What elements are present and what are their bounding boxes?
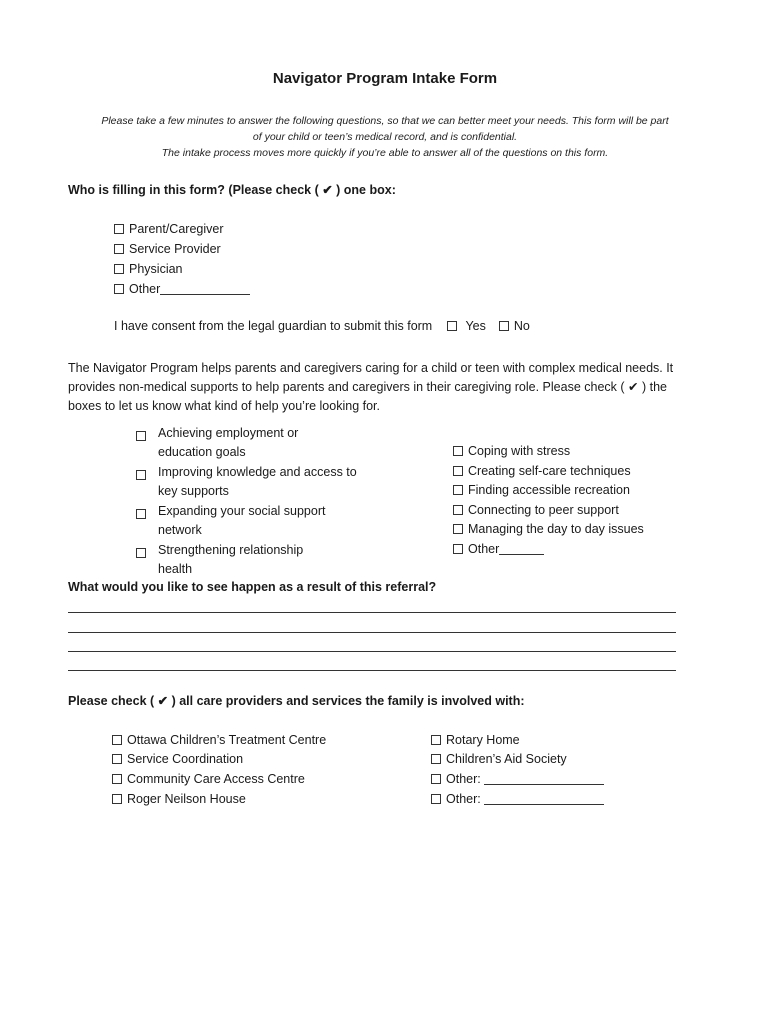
consent-text: I have consent from the legal guardian to submit this form bbox=[114, 319, 433, 333]
support-relationship-checkbox[interactable] bbox=[136, 544, 151, 562]
option-label: Rotary Home bbox=[446, 733, 520, 747]
checkbox[interactable] bbox=[453, 446, 463, 456]
provider-ccac[interactable] bbox=[112, 772, 305, 786]
support-other[interactable] bbox=[453, 542, 544, 556]
filler-question: Who is filling in this form? (Please check ( ✔ ) one box: bbox=[68, 183, 396, 197]
option-physician[interactable] bbox=[114, 262, 183, 276]
option-label: Other bbox=[468, 542, 500, 556]
checkbox[interactable] bbox=[431, 774, 441, 784]
support-employment-label: Achieving employment or education goals bbox=[158, 426, 299, 459]
intro-line-1: Please take a few minutes to answer the following questions, so that we can better meet your needs. This form will be part bbox=[101, 115, 669, 127]
option-label: Community Care Access Centre bbox=[127, 772, 305, 786]
option-label: Other bbox=[129, 282, 161, 296]
option-service-provider[interactable] bbox=[114, 242, 221, 256]
checkbox[interactable] bbox=[431, 735, 441, 745]
support-day-to-day[interactable] bbox=[453, 522, 644, 536]
consent-row bbox=[114, 319, 530, 333]
checkbox[interactable] bbox=[112, 774, 122, 784]
option-label: Coping with stress bbox=[468, 444, 571, 458]
option-label: Ottawa Children’s Treatment Centre bbox=[127, 733, 327, 747]
option-label: Service Provider bbox=[129, 242, 221, 256]
checkbox[interactable] bbox=[114, 244, 124, 254]
referral-answer-line-3[interactable] bbox=[68, 651, 676, 652]
other-blank[interactable] bbox=[499, 542, 544, 555]
consent-no-checkbox[interactable] bbox=[499, 321, 509, 331]
option-label: Physician bbox=[129, 262, 183, 276]
checkbox[interactable] bbox=[112, 735, 122, 745]
checkbox[interactable] bbox=[453, 544, 463, 554]
option-label: Service Coordination bbox=[127, 752, 244, 766]
option-other[interactable] bbox=[114, 282, 250, 296]
checkbox[interactable] bbox=[114, 284, 124, 294]
provider-octc[interactable] bbox=[112, 733, 326, 747]
providers-question: Please check ( ✔ ) all care providers and services the family is involved with: bbox=[68, 694, 525, 708]
form-title: Navigator Program Intake Form bbox=[272, 70, 498, 87]
checkbox[interactable] bbox=[112, 794, 122, 804]
option-label: Roger Neilson House bbox=[127, 792, 246, 806]
checkbox[interactable] bbox=[453, 466, 463, 476]
provider-service-coordination[interactable] bbox=[112, 752, 243, 766]
option-label: Finding accessible recreation bbox=[468, 483, 630, 497]
support-relationship-label: Strengthening relationship health bbox=[158, 543, 304, 576]
checkbox[interactable] bbox=[453, 524, 463, 534]
support-peer[interactable] bbox=[453, 503, 619, 517]
option-parent-caregiver[interactable] bbox=[114, 222, 224, 236]
option-label: Children’s Aid Society bbox=[446, 752, 567, 766]
option-label: Other: bbox=[446, 792, 481, 806]
supports-paragraph: The Navigator Program helps parents and caregivers caring for a child or teen with complex medical needs. It provides non-medical supports to help parents and caregivers in their caregiving role. Please check ( ✔ ) the boxes to let us know what kind of help you’re looking for. bbox=[68, 361, 674, 413]
support-self-care[interactable] bbox=[453, 464, 631, 478]
other-blank[interactable] bbox=[484, 772, 604, 785]
intro-line-3: The intake process moves more quickly if you’re able to answer all of the questions on this form. bbox=[161, 147, 609, 159]
checkbox[interactable] bbox=[114, 224, 124, 234]
consent-yes-label: Yes bbox=[465, 319, 486, 333]
checkbox[interactable] bbox=[431, 794, 441, 804]
checkbox[interactable] bbox=[453, 485, 463, 495]
consent-no-label: No bbox=[513, 319, 530, 333]
option-label: Other: bbox=[446, 772, 481, 786]
support-social-label: Expanding your social support network bbox=[158, 504, 326, 537]
support-knowledge-checkbox[interactable] bbox=[136, 466, 151, 484]
provider-roger-neilson[interactable] bbox=[112, 792, 246, 806]
option-label: Connecting to peer support bbox=[468, 503, 619, 517]
provider-other-2[interactable] bbox=[431, 792, 604, 806]
referral-answer-line-2[interactable] bbox=[68, 632, 676, 633]
support-knowledge-label: Improving knowledge and access to key supports bbox=[158, 465, 357, 498]
other-blank[interactable] bbox=[484, 792, 604, 805]
option-label: Creating self-care techniques bbox=[468, 464, 631, 478]
option-label: Managing the day to day issues bbox=[468, 522, 644, 536]
referral-question: What would you like to see happen as a result of this referral? bbox=[68, 580, 437, 594]
provider-rotary-home[interactable] bbox=[431, 733, 520, 747]
consent-yes-checkbox[interactable] bbox=[447, 321, 457, 331]
support-employment-checkbox[interactable] bbox=[136, 427, 151, 445]
option-label: Parent/Caregiver bbox=[129, 222, 224, 236]
support-social-checkbox[interactable] bbox=[136, 505, 151, 523]
support-coping[interactable] bbox=[453, 444, 570, 458]
referral-answer-line-1[interactable] bbox=[68, 612, 676, 613]
checkbox[interactable] bbox=[453, 505, 463, 515]
provider-other-1[interactable] bbox=[431, 772, 604, 786]
support-recreation[interactable] bbox=[453, 483, 630, 497]
checkbox[interactable] bbox=[431, 754, 441, 764]
checkbox[interactable] bbox=[114, 264, 124, 274]
other-blank[interactable] bbox=[160, 282, 250, 295]
intro-line-2: of your child or teen’s medical record, and is confidential. bbox=[252, 131, 518, 143]
checkbox[interactable] bbox=[112, 754, 122, 764]
provider-childrens-aid[interactable] bbox=[431, 752, 567, 766]
referral-answer-line-4[interactable] bbox=[68, 670, 676, 671]
